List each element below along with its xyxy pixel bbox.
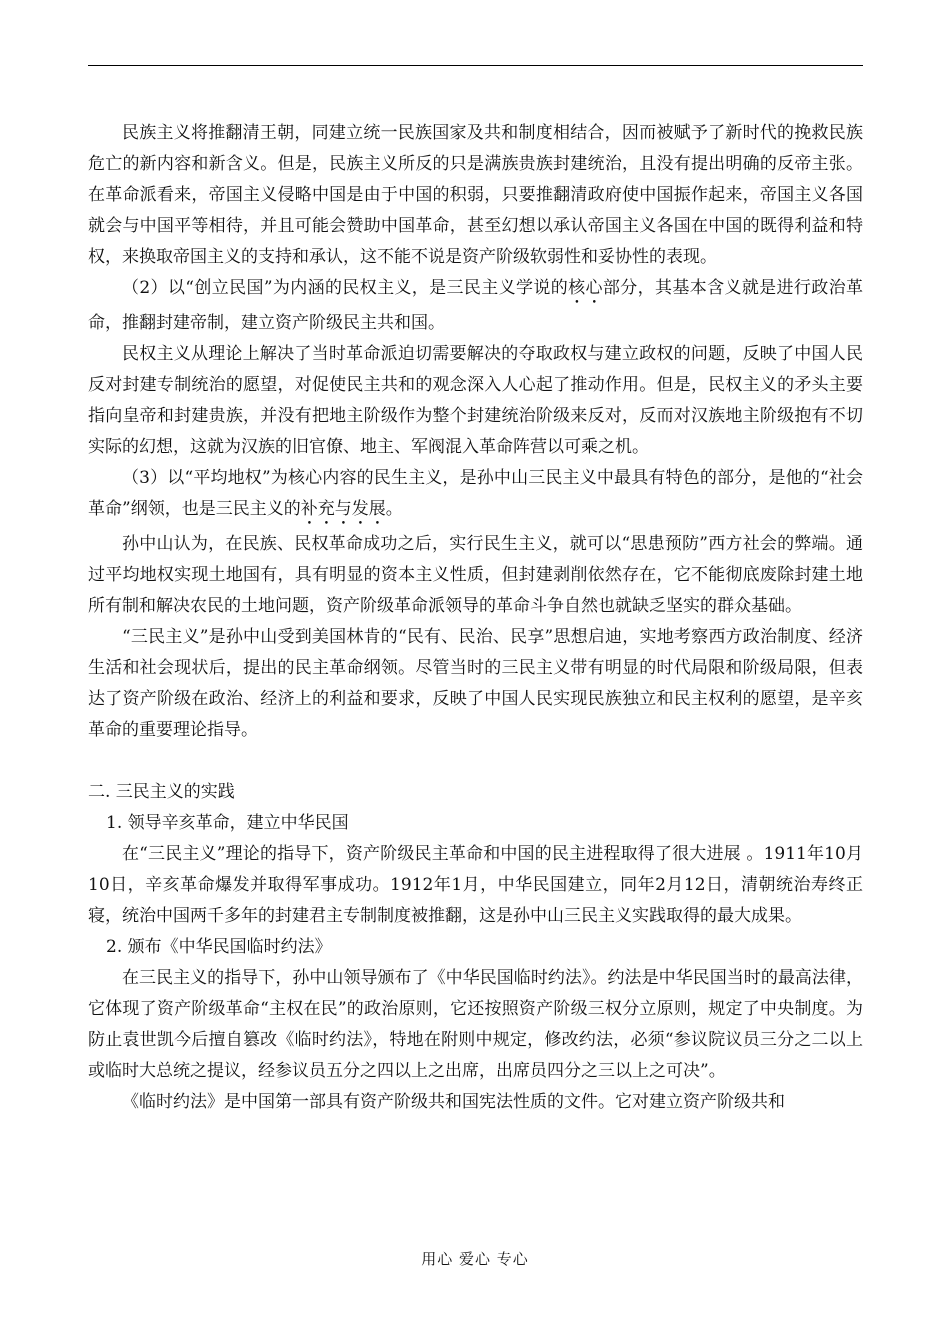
paragraph-livelihood-definition	[88, 463, 863, 529]
subheading-provisional-constitution: 2. 颁布《中华民国临时约法》	[106, 937, 332, 957]
text-run: （2）以“创立民国”为内涵的民权主义，是三民主义学说的	[122, 278, 569, 298]
emphasis-text: 补充与发展	[300, 499, 386, 519]
paragraph-civil-rights-analysis: 民权主义从理论上解决了当时革命派迫切需要解决的夺取政权与建立政权的问题，反映了中国人民反对封建专制统治的愿望，对促使民主共和的观念深入人心起了推动作用。但是，民权主义的矛头主要指向皇帝和封建贵族，并没有把地主阶级作为整个封建统治阶级来反对，反而对汉族地主阶级抱有不切实际的幻想，这就为汉族的旧官僚、地主、军阀混入革命阵营以可乘之机。	[88, 344, 863, 457]
emphasis-text: 核心	[568, 278, 603, 298]
paragraph-livelihood-analysis: 孙中山认为，在民族、民权革命成功之后，实行民生主义，就可以“思患预防”西方社会的弊端。通过平均地权实现土地国有，具有明显的资本主义性质，但封建剥削依然存在，它不能彻底废除封建土地所有制和解决农民的土地问题，资产阶级革命派领导的革命斗争自然也就缺乏坚实的群众基础。	[88, 534, 863, 616]
page-footer: 用心 爱心 专心	[421, 1250, 529, 1268]
text-run: 。	[385, 499, 403, 519]
section-heading: 二. 三民主义的实践	[88, 782, 235, 802]
text-run: （3）以“平均地权”为核心内容的民生主义，是孙中山三民主义中最具有特色的部分，是他的“社会革命”纲领，也是三民主义的	[88, 468, 863, 519]
document-body	[88, 118, 863, 1118]
header-rule	[88, 65, 863, 66]
paragraph-xinhai-revolution: 在“三民主义”理论的指导下，资产阶级民主革命和中国的民主进程取得了很大进展 。1911年10月10日，辛亥革命爆发并取得军事成功。1912年1月，中华民国建立，同年2月12日，清朝统治寿终正寝，统治中国两千多年的封建君主专制制度被推翻，这是孙中山三民主义实践取得的最大成果。	[88, 844, 863, 926]
paragraph-three-principles-summary: “三民主义”是孙中山受到美国林肯的“民有、民治、民享”思想启迪，实地考察西方政治制度、经济生活和社会现状后，提出的民主革命纲领。尽管当时的三民主义带有明显的时代局限和阶级局限，但表达了资产阶级在政治、经济上的利益和要求，反映了中国人民实现民族独立和民主权利的愿望，是辛亥革命的重要理论指导。	[88, 627, 863, 740]
text-run: 部分，其基本含义就是进行政治革命，推翻封建帝制，建立资产阶级民主共和国。	[88, 278, 864, 333]
paragraph-civil-rights-definition	[88, 273, 863, 339]
subheading-xinhai-revolution: 1. 领导辛亥革命，建立中华民国	[106, 813, 349, 833]
paragraph-constitution-significance: 《临时约法》是中国第一部具有资产阶级共和国宪法性质的文件。它对建立资产阶级共和	[122, 1092, 785, 1112]
paragraph-provisional-constitution: 在三民主义的指导下，孙中山领导颁布了《中华民国临时约法》。约法是中华民国当时的最高法律，它体现了资产阶级革命“主权在民”的政治原则，它还按照资产阶级三权分立原则，规定了中央制度。为防止袁世凯今后擅自篡改《临时约法》，特地在附则中规定，修改约法，必须“参议院议员三分之二以上或临时大总统之提议，经参议员五分之四以上之出席，出席员四分之三以上之可决”。	[88, 968, 863, 1081]
spacer	[88, 746, 863, 777]
paragraph-nationalism: 民族主义将推翻清王朝，同建立统一民族国家及共和制度相结合，因而被赋予了新时代的挽救民族危亡的新内容和新含义。但是，民族主义所反的只是满族贵族封建统治，且没有提出明确的反帝主张。在革命派看来，帝国主义侵略中国是由于中国的积弱，只要推翻清政府使中国振作起来，帝国主义各国就会与中国平等相待，并且可能会赞助中国革命，甚至幻想以承认帝国主义各国在中国的既得利益和特权，来换取帝国主义的支持和承认，这不能不说是资产阶级软弱性和妥协性的表现。	[88, 123, 863, 267]
